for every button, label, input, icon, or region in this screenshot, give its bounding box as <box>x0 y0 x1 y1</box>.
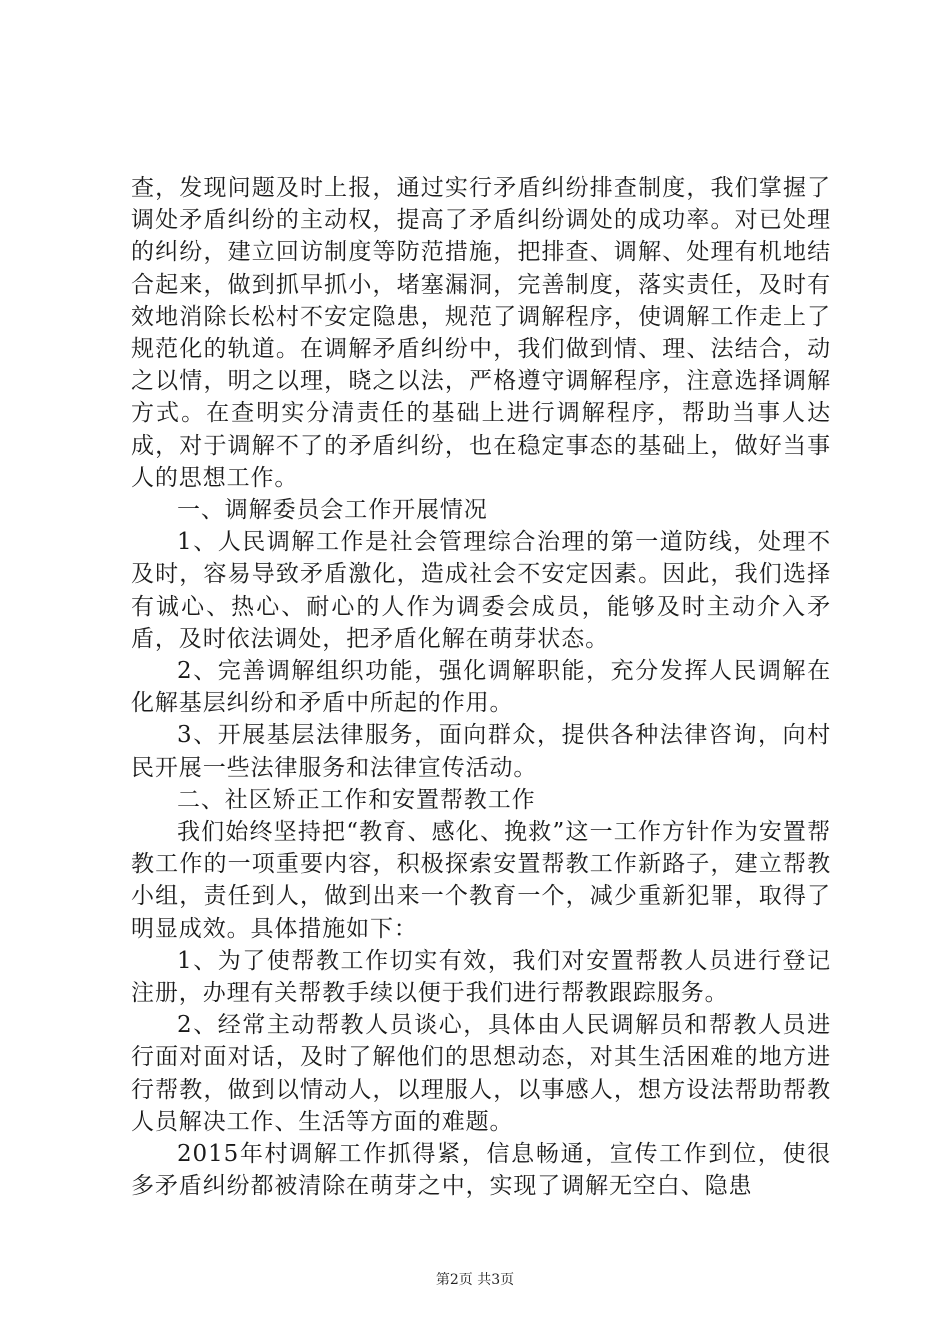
page-number: 第2页 共3页 <box>435 1272 515 1288</box>
paragraph-continuation: 查，发现问题及时上报，通过实行矛盾纠纷排查制度，我们掌握了调处矛盾纠纷的主动权，提高了矛盾纠纷调处的成功率。对已处理的纠纷，建立回访制度等防范措施，把排查、调解、处理有机地结合起来，做到抓早抓小，堵塞漏洞，完善制度，落实责任，及时有效地消除长松村不安定隐患，规范了调解程序，使调解工作走上了规范化的轨道。在调解矛盾纠纷中，我们做到情、理、法结合，动之以情，明之以理，晓之以法，严格遵守调解程序，注意选择调解方式。在查明实分清责任的基础上进行调解程序，帮助当事人达成，对于调解不了的矛盾纠纷，也在稳定事态的基础上，做好当事人的思想工作。 <box>131 175 831 491</box>
section-heading-mediation-committee: 一、调解委员会工作开展情况 <box>177 497 488 524</box>
section-heading-community-correction: 二、社区矫正工作和安置帮教工作 <box>177 786 536 813</box>
page-footer <box>0 1271 950 1289</box>
paragraph-item-2: 2、完善调解组织功能，强化调解职能，充分发挥人民调解在化解基层纠纷和矛盾中所起的作用。 <box>131 658 831 717</box>
document-body <box>131 172 831 1203</box>
paragraph-measure-1: 1、为了使帮教工作切实有效，我们对安置帮教人员进行登记注册，办理有关帮教手续以便于我们进行帮教跟踪服务。 <box>131 947 831 1007</box>
paragraph-measure-2: 2、经常主动帮教人员谈心，具体由人民调解员和帮教人员进行面对面对话，及时了解他们的思想动态，对其生活困难的地方进行帮教，做到以情动人，以理服人，以事感人，想方设法帮助帮教人员解决工作、生活等方面的难题。 <box>131 1012 831 1135</box>
paragraph-summary-2015: 2015年村调解工作抓得紧，信息畅通，宣传工作到位，使很多矛盾纠纷都被清除在萌芽之中，实现了调解无空白、隐患 <box>131 1141 831 1200</box>
paragraph-item-3: 3、开展基层法律服务，面向群众，提供各种法律咨询，向村民开展一些法律服务和法律宣传活动。 <box>131 722 831 781</box>
paragraph-item-1: 1、人民调解工作是社会管理综合治理的第一道防线，处理不及时，容易导致矛盾激化，造成社会不安定因素。因此，我们选择有诚心、热心、耐心的人作为调委会成员，能够及时主动介入矛盾，及时依法调处，把矛盾化解在萌芽状态。 <box>131 529 831 652</box>
paragraph-intro-measures: 我们始终坚持把“教育、感化、挽救”这一工作方针作为安置帮教工作的一项重要内容，积极探索安置帮教工作新路子，建立帮教小组，责任到人，做到出来一个教育一个，减少重新犯罪，取得了明显成效。具体措施如下： <box>131 819 831 942</box>
